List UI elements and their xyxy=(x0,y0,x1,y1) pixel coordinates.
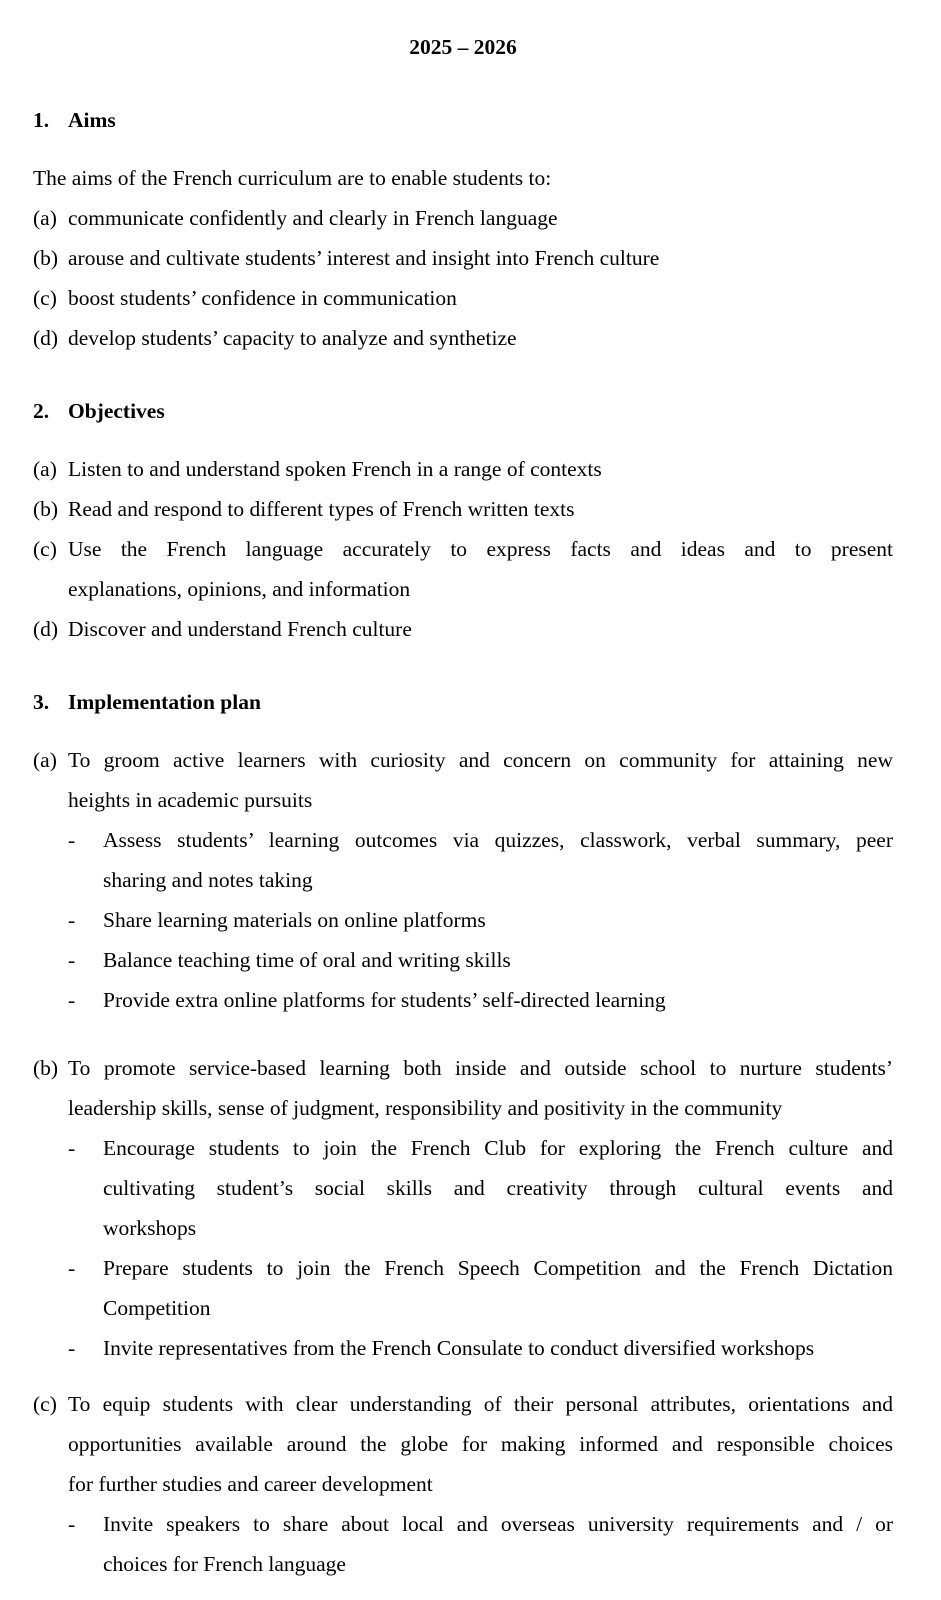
line-text: Read and respond to different types of French written texts xyxy=(68,497,575,521)
line-text: Invite representatives from the French Consulate to conduct diversified workshops xyxy=(103,1336,815,1360)
line-text: Share learning materials on online platforms xyxy=(103,908,486,932)
list-item xyxy=(33,489,893,529)
bullet-item xyxy=(33,1128,893,1168)
line-text: Competition xyxy=(103,1296,211,1320)
continuation-line xyxy=(33,780,893,820)
line-text: To promote service-based learning both inside and outside school to nurture students’ xyxy=(68,1056,893,1080)
continuation-line xyxy=(33,1168,893,1208)
list-item xyxy=(33,318,893,358)
continuation-line xyxy=(33,1424,893,1464)
line-text: explanations, opinions, and information xyxy=(68,577,411,601)
section-heading xyxy=(33,100,893,140)
heading-label: Implementation plan xyxy=(68,690,261,714)
section-implementation-plan xyxy=(33,682,893,1584)
heading-label: Objectives xyxy=(68,399,165,423)
line-text: opportunities available around the globe for making informed and responsible choices xyxy=(68,1432,893,1456)
bullet-dash: - xyxy=(68,1256,76,1280)
line-text: To groom active learners with curiosity and concern on community for attaining new xyxy=(68,748,893,772)
continuation-line xyxy=(33,1288,893,1328)
item-label: (a) xyxy=(33,748,57,772)
bullet-dash: - xyxy=(68,948,76,972)
continuation-line xyxy=(33,1088,893,1128)
section-objectives xyxy=(33,391,893,649)
bullet-dash: - xyxy=(68,1136,76,1160)
list-item xyxy=(33,1048,893,1088)
line-text: The aims of the French curriculum are to enable students to: xyxy=(33,166,552,190)
line-text: heights in academic pursuits xyxy=(68,788,313,812)
list-item xyxy=(33,449,893,489)
item-label: (d) xyxy=(33,617,59,641)
line-text: workshops xyxy=(103,1216,197,1240)
line-text: communicate confidently and clearly in French language xyxy=(68,206,558,230)
item-label: (b) xyxy=(33,246,59,270)
line-text: Discover and understand French culture xyxy=(68,617,412,641)
continuation-line xyxy=(33,1464,893,1504)
line-text: sharing and notes taking xyxy=(103,868,313,892)
heading-number: 3. xyxy=(33,690,50,714)
list-item xyxy=(33,740,893,780)
bullet-item xyxy=(33,1328,893,1368)
line-text: Listen to and understand spoken French in a range of contexts xyxy=(68,457,602,481)
bullet-dash: - xyxy=(68,1336,76,1360)
line-text: arouse and cultivate students’ interest and insight into French culture xyxy=(68,246,660,270)
item-label: (c) xyxy=(33,537,57,561)
line-text: Prepare students to join the French Speech Competition and the French Dictation xyxy=(103,1256,893,1280)
bullet-dash: - xyxy=(68,828,76,852)
list-item xyxy=(33,1384,893,1424)
item-label: (b) xyxy=(33,1056,59,1080)
item-label: (b) xyxy=(33,497,59,521)
heading-number: 1. xyxy=(33,108,50,132)
bullet-dash: - xyxy=(68,988,76,1012)
line-text: Assess students’ learning outcomes via quizzes, classwork, verbal summary, peer xyxy=(103,828,893,852)
list-item xyxy=(33,198,893,238)
line-text: boost students’ confidence in communication xyxy=(68,286,457,310)
heading-number: 2. xyxy=(33,399,50,423)
line-text: Use the French language accurately to express facts and ideas and to present xyxy=(68,537,893,561)
line-text: for further studies and career development xyxy=(68,1472,433,1496)
line-text: develop students’ capacity to analyze and synthetize xyxy=(68,326,517,350)
list-item xyxy=(33,278,893,318)
line-text: choices for French language xyxy=(103,1552,346,1576)
line-text: Balance teaching time of oral and writing skills xyxy=(103,948,511,972)
list-item xyxy=(33,609,893,649)
list-item xyxy=(33,238,893,278)
continuation-line xyxy=(33,569,893,609)
item-label: (a) xyxy=(33,206,57,230)
section-aims xyxy=(33,100,893,358)
line-text: Provide extra online platforms for students’ self-directed learning xyxy=(103,988,666,1012)
bullet-item xyxy=(33,1248,893,1288)
bullet-dash: - xyxy=(68,1512,76,1536)
line-text: Encourage students to join the French Club for exploring the French culture and xyxy=(103,1136,893,1160)
heading-label: Aims xyxy=(68,108,116,132)
section-heading xyxy=(33,682,893,722)
line-text: leadership skills, sense of judgment, responsibility and positivity in the community xyxy=(68,1096,783,1120)
bullet-item xyxy=(33,820,893,860)
line-text: Invite speakers to share about local and overseas university requirements and / or xyxy=(103,1512,893,1536)
bullet-item xyxy=(33,940,893,980)
bullet-item xyxy=(33,900,893,940)
continuation-line xyxy=(33,1544,893,1584)
bullet-item xyxy=(33,1504,893,1544)
line-text: cultivating student’s social skills and creativity through cultural events and xyxy=(103,1176,893,1200)
list-item xyxy=(33,529,893,569)
continuation-line xyxy=(33,860,893,900)
item-label: (c) xyxy=(33,286,57,310)
bullet-dash: - xyxy=(68,908,76,932)
item-label: (c) xyxy=(33,1392,57,1416)
document-title: 2025 – 2026 xyxy=(409,35,517,59)
continuation-line xyxy=(33,1208,893,1248)
item-label: (d) xyxy=(33,326,59,350)
line-text: To equip students with clear understanding of their personal attributes, orientations and xyxy=(68,1392,893,1416)
section-heading xyxy=(33,391,893,431)
item-label: (a) xyxy=(33,457,57,481)
paragraph-line xyxy=(33,158,893,198)
bullet-item xyxy=(33,980,893,1020)
